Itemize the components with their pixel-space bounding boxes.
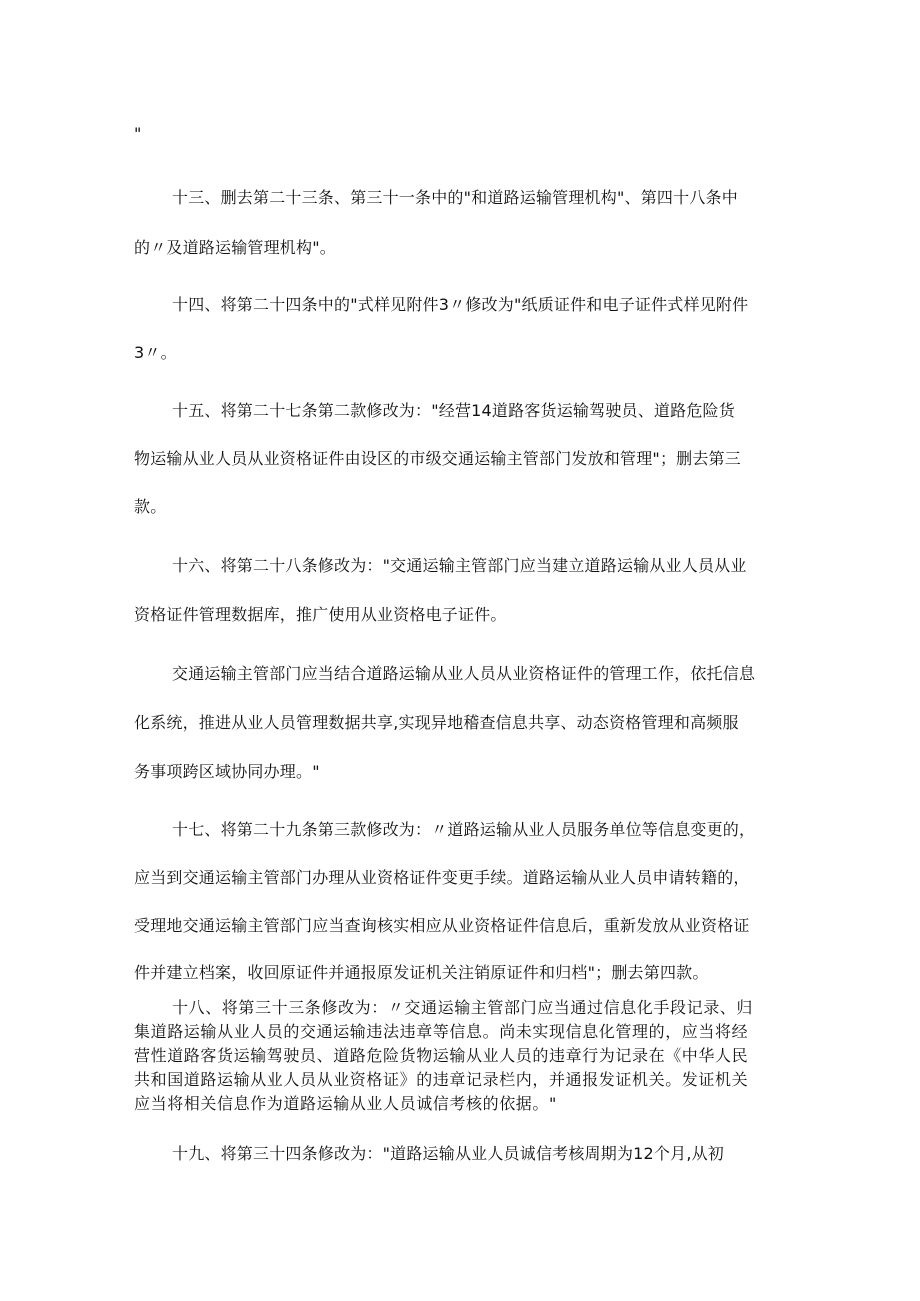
text-line: 十九、将第三十四条修改为："道路运输从业人员诚信考核周期为12个月,从初 bbox=[172, 1144, 725, 1163]
text-line: 集道路运输从业人员的交通运输违法违章等信息。尚未实现信息化管理的，应当将经 bbox=[134, 1022, 749, 1041]
text-line: 十八、将第三十三条修改为：〃交通运输主管部门应当通过信息化手段记录、归 bbox=[172, 998, 754, 1017]
text-line: 十四、将第二十四条中的"式样见附件3〃修改为"纸质证件和电子证件式样见附件 bbox=[172, 295, 749, 314]
text-line: 应当到交通运输主管部门办理从业资格证件变更手续。道路运输从业人员申请转籍的， bbox=[134, 868, 750, 887]
text-line: 物运输从业人员从业资格证件由设区的市级交通运输主管部门发放和管理"；删去第三 bbox=[134, 449, 741, 468]
text-line: 十三、删去第二十三条、第三十一条中的"和道路运输管理机构"、第四十八条中 bbox=[172, 188, 738, 207]
text-line: 款。 bbox=[134, 497, 167, 516]
text-line: 化系统，推进从业人员管理数据共享,实现异地稽查信息共享、动态资格管理和高频服 bbox=[134, 713, 739, 732]
text-line: 十六、将第二十八条修改为："交通运输主管部门应当建立道路运输从业人员从业 bbox=[172, 556, 747, 575]
text-line: " bbox=[134, 124, 142, 143]
text-line: 的〃及道路运输管理机构"。 bbox=[134, 238, 336, 257]
text-line: 十七、将第二十九条第三款修改为：〃道路运输从业人员服务单位等信息变更的， bbox=[172, 820, 756, 839]
text-line: 共和国道路运输从业人员从业资格证》的违章记录栏内，并通报发证机关。发证机关 bbox=[134, 1070, 749, 1089]
text-line: 受理地交通运输主管部门应当查询核实相应从业资格证件信息后，重新发放从业资格证 bbox=[134, 916, 750, 935]
text-line: 件并建立档案，收回原证件并通报原发证机关注销原证件和归档"；删去第四款。 bbox=[134, 963, 709, 982]
text-line: 营性道路客货运输驾驶员、道路危险货物运输从业人员的违章行为记录在《中华人民 bbox=[134, 1046, 749, 1065]
text-line: 应当将相关信息作为道路运输从业人员诚信考核的依据。" bbox=[134, 1094, 557, 1113]
text-line: 务事项跨区域协同办理。" bbox=[134, 762, 320, 781]
text-line: 资格证件管理数据库，推广使用从业资格电子证件。 bbox=[134, 605, 507, 624]
text-line: 交通运输主管部门应当结合道路运输从业人员从业资格证件的管理工作，依托信息 bbox=[172, 664, 756, 683]
text-line: 十五、将第二十七条第二款修改为："经营14道路客货运输驾驶员、道路危险货 bbox=[172, 401, 735, 420]
text-line: 3〃。 bbox=[134, 343, 177, 362]
